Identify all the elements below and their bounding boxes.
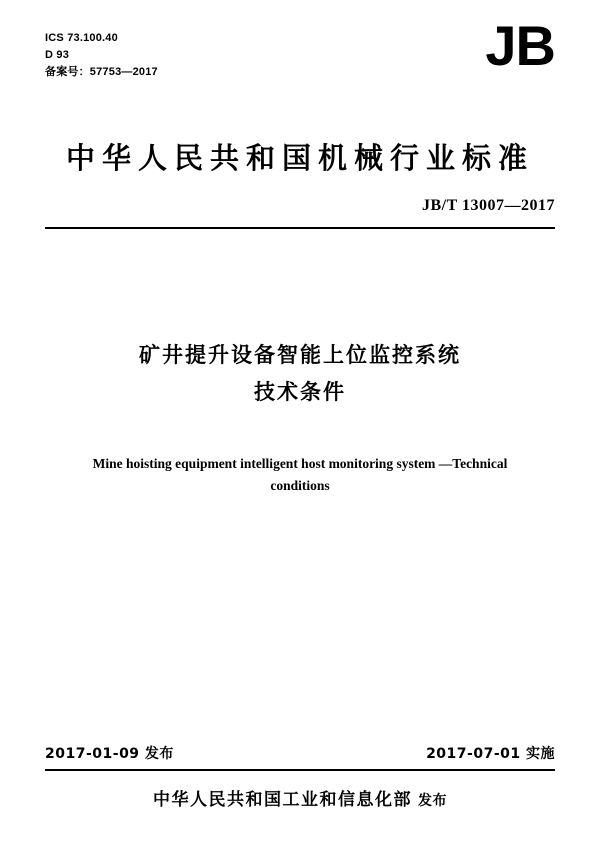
footer-divider bbox=[45, 769, 555, 771]
page-header bbox=[45, 0, 555, 108]
record-number: 备案号：57753—2017 bbox=[45, 66, 158, 79]
ics-code: ICS 73.100.40 bbox=[45, 32, 118, 44]
issuing-authority-suffix: 发布 bbox=[418, 793, 447, 809]
document-english-title: Mine hoisting equipment intelligent host monitoring system —Technical conditions bbox=[92, 455, 508, 494]
issuing-authority-name: 中华人民共和国工业和信息化部 bbox=[153, 790, 412, 810]
issue-date: 2017-01-09 发布 bbox=[45, 746, 174, 762]
header-divider bbox=[45, 227, 555, 229]
dates-row bbox=[45, 743, 555, 769]
page-footer bbox=[45, 743, 555, 810]
jb-logo: JB bbox=[485, 14, 555, 77]
document-title-block bbox=[45, 337, 555, 498]
standard-authority-title: 中华人民共和国机械行业标准 bbox=[65, 141, 534, 175]
classification-code: D 93 bbox=[45, 49, 70, 62]
document-title-line-2: 技术条件 bbox=[254, 379, 346, 404]
ics-code-block bbox=[45, 30, 158, 81]
document-title-line-1: 矿井提升设备智能上位监控系统 bbox=[139, 343, 461, 367]
effective-date: 2017-07-01 实施 bbox=[426, 746, 555, 762]
issuing-authority bbox=[45, 785, 555, 810]
standard-number: JB/T 13007—2017 bbox=[422, 197, 555, 214]
